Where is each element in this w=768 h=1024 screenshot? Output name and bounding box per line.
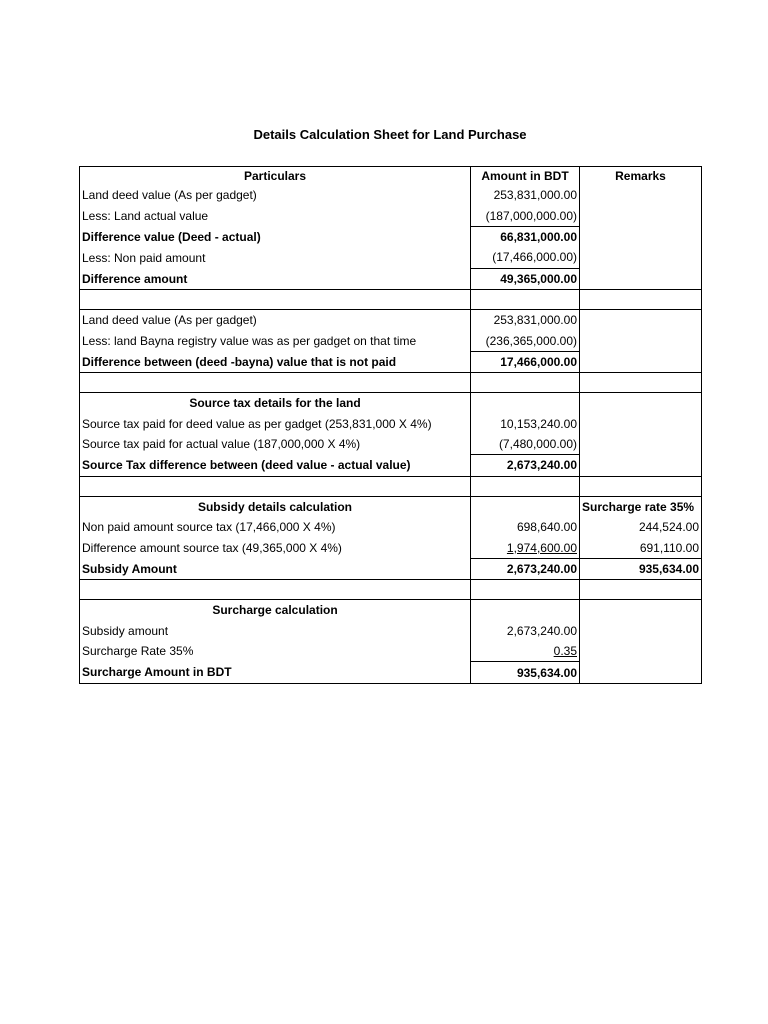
row-amount: 935,634.00 (471, 662, 580, 683)
row-remark: 935,634.00 (580, 558, 702, 579)
row-label: Non paid amount source tax (17,466,000 X 4%) (80, 517, 471, 537)
row-label: Surcharge Amount in BDT (80, 662, 471, 683)
table-row (80, 455, 702, 476)
row-amount: 253,831,000.00 (471, 185, 580, 205)
row-amount: (236,365,000.00) (471, 330, 580, 351)
row-remark (580, 434, 702, 455)
row-label: Surcharge Rate 35% (80, 641, 471, 662)
sheet-title: Details Calculation Sheet for Land Purchase (253, 127, 527, 142)
row-remark (580, 330, 702, 351)
row-amount: 1,974,600.00 (471, 537, 580, 558)
row-amount: 253,831,000.00 (471, 309, 580, 330)
row-amount: 66,831,000.00 (471, 226, 580, 247)
row-label: Difference amount source tax (49,365,000 X 4%) (80, 537, 471, 558)
row-remark (580, 414, 702, 434)
header-particulars: Particulars (80, 167, 471, 186)
table-row (80, 558, 702, 579)
row-amount: 2,673,240.00 (471, 558, 580, 579)
row-label: Difference amount (80, 268, 471, 289)
table-row (80, 434, 702, 455)
row-label: Land deed value (As per gadget) (80, 185, 471, 205)
row-label: Difference between (deed -bayna) value that is not paid (80, 351, 471, 372)
table-row (80, 268, 702, 289)
spacer-row (80, 580, 702, 600)
row-label: Source tax paid for actual value (187,000,000 X 4%) (80, 434, 471, 455)
row-amount: 10,153,240.00 (471, 414, 580, 434)
header-remarks: Remarks (580, 167, 702, 186)
row-label: Subsidy Amount (80, 558, 471, 579)
row-remark (580, 621, 702, 641)
row-label: Subsidy amount (80, 621, 471, 641)
row-label: Source Tax difference between (deed value - actual value) (80, 455, 471, 476)
remarks-heading: Surcharge rate 35% (580, 496, 702, 517)
header-amount: Amount in BDT (471, 167, 580, 186)
row-remark (580, 268, 702, 289)
row-remark (580, 662, 702, 683)
row-amount: 0.35 (471, 641, 580, 662)
row-amount: 2,673,240.00 (471, 621, 580, 641)
table-row (80, 351, 702, 372)
table-row (80, 641, 702, 662)
section-heading: Source tax details for the land (80, 393, 471, 414)
calculation-table (79, 166, 702, 684)
section-heading: Subsidy details calculation (80, 496, 471, 517)
row-label: Less: Non paid amount (80, 247, 471, 268)
row-remark (580, 351, 702, 372)
row-remark (580, 309, 702, 330)
row-amount: 17,466,000.00 (471, 351, 580, 372)
table-row (80, 205, 702, 226)
row-amount: (187,000,000.00) (471, 205, 580, 226)
table-row (80, 247, 702, 268)
row-remark (580, 641, 702, 662)
row-remark (580, 455, 702, 476)
row-label: Less: land Bayna registry value was as per gadget on that time (80, 330, 471, 351)
table-row (80, 621, 702, 641)
table-row (80, 517, 702, 537)
row-remark (580, 247, 702, 268)
table-row (80, 185, 702, 205)
header-row (80, 167, 702, 186)
row-amount: 49,365,000.00 (471, 268, 580, 289)
row-amount: (7,480,000.00) (471, 434, 580, 455)
row-remark: 691,110.00 (580, 537, 702, 558)
row-amount: 698,640.00 (471, 517, 580, 537)
table-row (80, 537, 702, 558)
row-remark (580, 205, 702, 226)
row-label: Source tax paid for deed value as per gadget (253,831,000 X 4%) (80, 414, 471, 434)
table-row (80, 226, 702, 247)
spacer-row (80, 289, 702, 309)
row-label: Land deed value (As per gadget) (80, 309, 471, 330)
spacer-row (80, 373, 702, 393)
row-remark (580, 226, 702, 247)
table-row (80, 309, 702, 330)
row-label: Difference value (Deed - actual) (80, 226, 471, 247)
section-heading-row (80, 496, 702, 517)
spacer-row (80, 476, 702, 496)
table-row (80, 330, 702, 351)
table-row (80, 414, 702, 434)
row-amount: 2,673,240.00 (471, 455, 580, 476)
row-remark: 244,524.00 (580, 517, 702, 537)
section-heading-row (80, 600, 702, 621)
section-heading: Surcharge calculation (80, 600, 471, 621)
table-row (80, 662, 702, 683)
row-remark (580, 185, 702, 205)
row-label: Less: Land actual value (80, 205, 471, 226)
row-amount: (17,466,000.00) (471, 247, 580, 268)
section-heading-row (80, 393, 702, 414)
